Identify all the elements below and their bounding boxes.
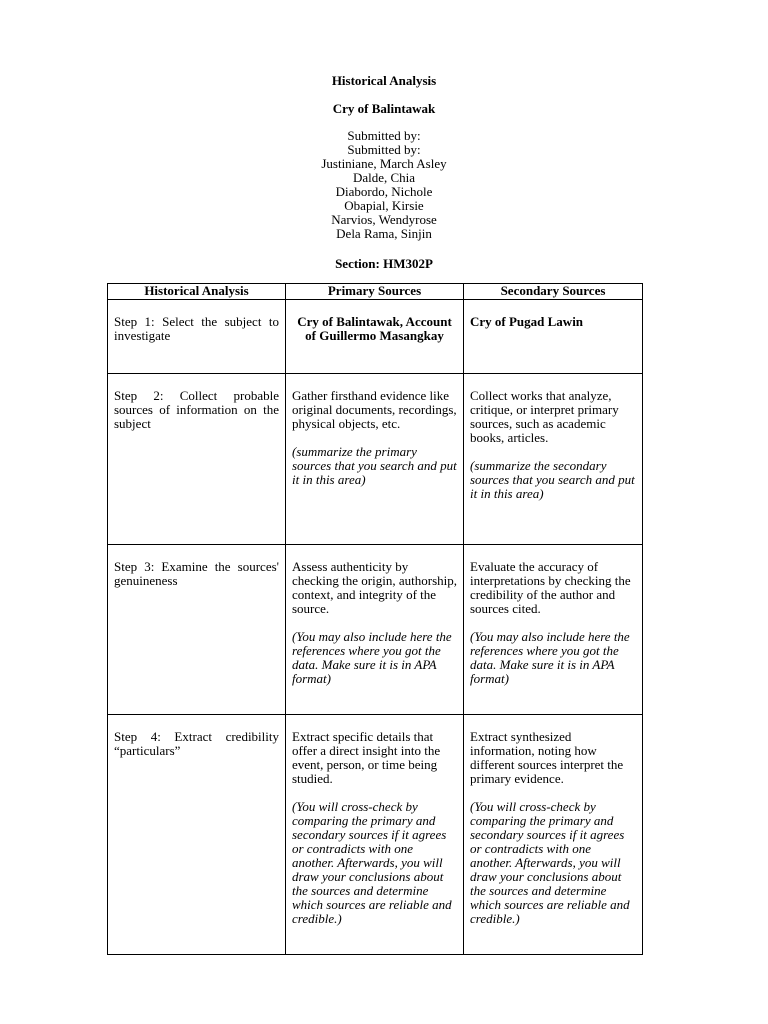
secondary-cell (464, 715, 643, 955)
secondary-text: Extract synthesized information, noting how different sources interpret the primary evidence. (470, 729, 624, 786)
secondary-note: (summarize the secondary sources that you search and put it in this area) (470, 458, 635, 501)
step-cell (108, 374, 286, 545)
table-row (108, 715, 643, 955)
author-name: Dela Rama, Sinjin (336, 226, 432, 241)
primary-text: Gather firsthand evidence like original documents, recordings, physical objects, etc. (292, 388, 457, 431)
secondary-cell (464, 374, 643, 545)
submitted-line: Submitted by: (347, 128, 421, 143)
author-name: Dalde, Chia (352, 170, 416, 185)
primary-cell (286, 300, 464, 374)
step-cell (108, 300, 286, 374)
secondary-text: Cry of Pugad Lawin (470, 314, 584, 329)
secondary-note: (You will cross-check by comparing the primary and secondary sources if it agrees or contradicts with one another. Afterwards, you will draw your conclusions about the sources and determine which sources are reliable and credible.) (470, 799, 630, 926)
author-name: Diabordo, Nichole (335, 184, 433, 199)
submitted-line: Submitted by: (347, 142, 421, 157)
secondary-text: Collect works that analyze, critique, or interpret primary sources, such as academic books, articles. (470, 388, 619, 445)
secondary-cell (464, 300, 643, 374)
step-cell (108, 545, 286, 715)
primary-cell (286, 545, 464, 715)
primary-cell (286, 374, 464, 545)
step-text: Step 3: Examine the sources' genuineness (114, 559, 279, 588)
primary-text: Extract specific details that offer a direct insight into the event, person, or time being studied. (292, 729, 441, 786)
secondary-text: Evaluate the accuracy of interpretations by checking the credibility of the author and sources cited. (470, 559, 631, 616)
analysis-table (107, 283, 643, 955)
primary-cell (286, 715, 464, 955)
header-secondary-sources: Secondary Sources (464, 284, 643, 300)
submitted-by-block (0, 129, 768, 241)
header-historical-analysis: Historical Analysis (108, 284, 286, 300)
primary-text: Assess authenticity by checking the origin, authorship, context, and integrity of the source. (292, 559, 457, 616)
step-text: Step 2: Collect probable sources of information on the subject (114, 388, 279, 431)
table-row (108, 374, 643, 545)
secondary-cell (464, 545, 643, 715)
step-text: Step 4: Extract credibility “particulars” (114, 729, 279, 758)
author-name: Justiniane, March Asley (321, 156, 447, 171)
step-cell (108, 715, 286, 955)
header-primary-sources: Primary Sources (286, 284, 464, 300)
document-subtitle: Cry of Balintawak (332, 101, 436, 116)
primary-note: (summarize the primary sources that you search and put it in this area) (292, 444, 457, 487)
section-label: Section: HM302P (335, 256, 433, 271)
author-name: Narvios, Wendyrose (331, 212, 437, 227)
primary-note: (You may also include here the references where you got the data. Make sure it is in APA format) (292, 629, 452, 686)
table-header-row (108, 284, 643, 300)
secondary-note: (You may also include here the references where you got the data. Make sure it is in APA format) (470, 629, 630, 686)
step-text: Step 1: Select the subject to investigate (114, 314, 279, 343)
primary-note: (You will cross-check by comparing the primary and secondary sources if it agrees or contradicts with one another. Afterwards, you will draw your conclusions about the sources and determine which sources are reliable and credible.) (292, 799, 452, 926)
document-title: Historical Analysis (331, 73, 437, 88)
primary-text: Cry of Balintawak, Account of Guillermo Masangkay (297, 314, 452, 343)
table-row (108, 545, 643, 715)
author-name: Obapial, Kirsie (344, 198, 424, 213)
table-row (108, 300, 643, 374)
